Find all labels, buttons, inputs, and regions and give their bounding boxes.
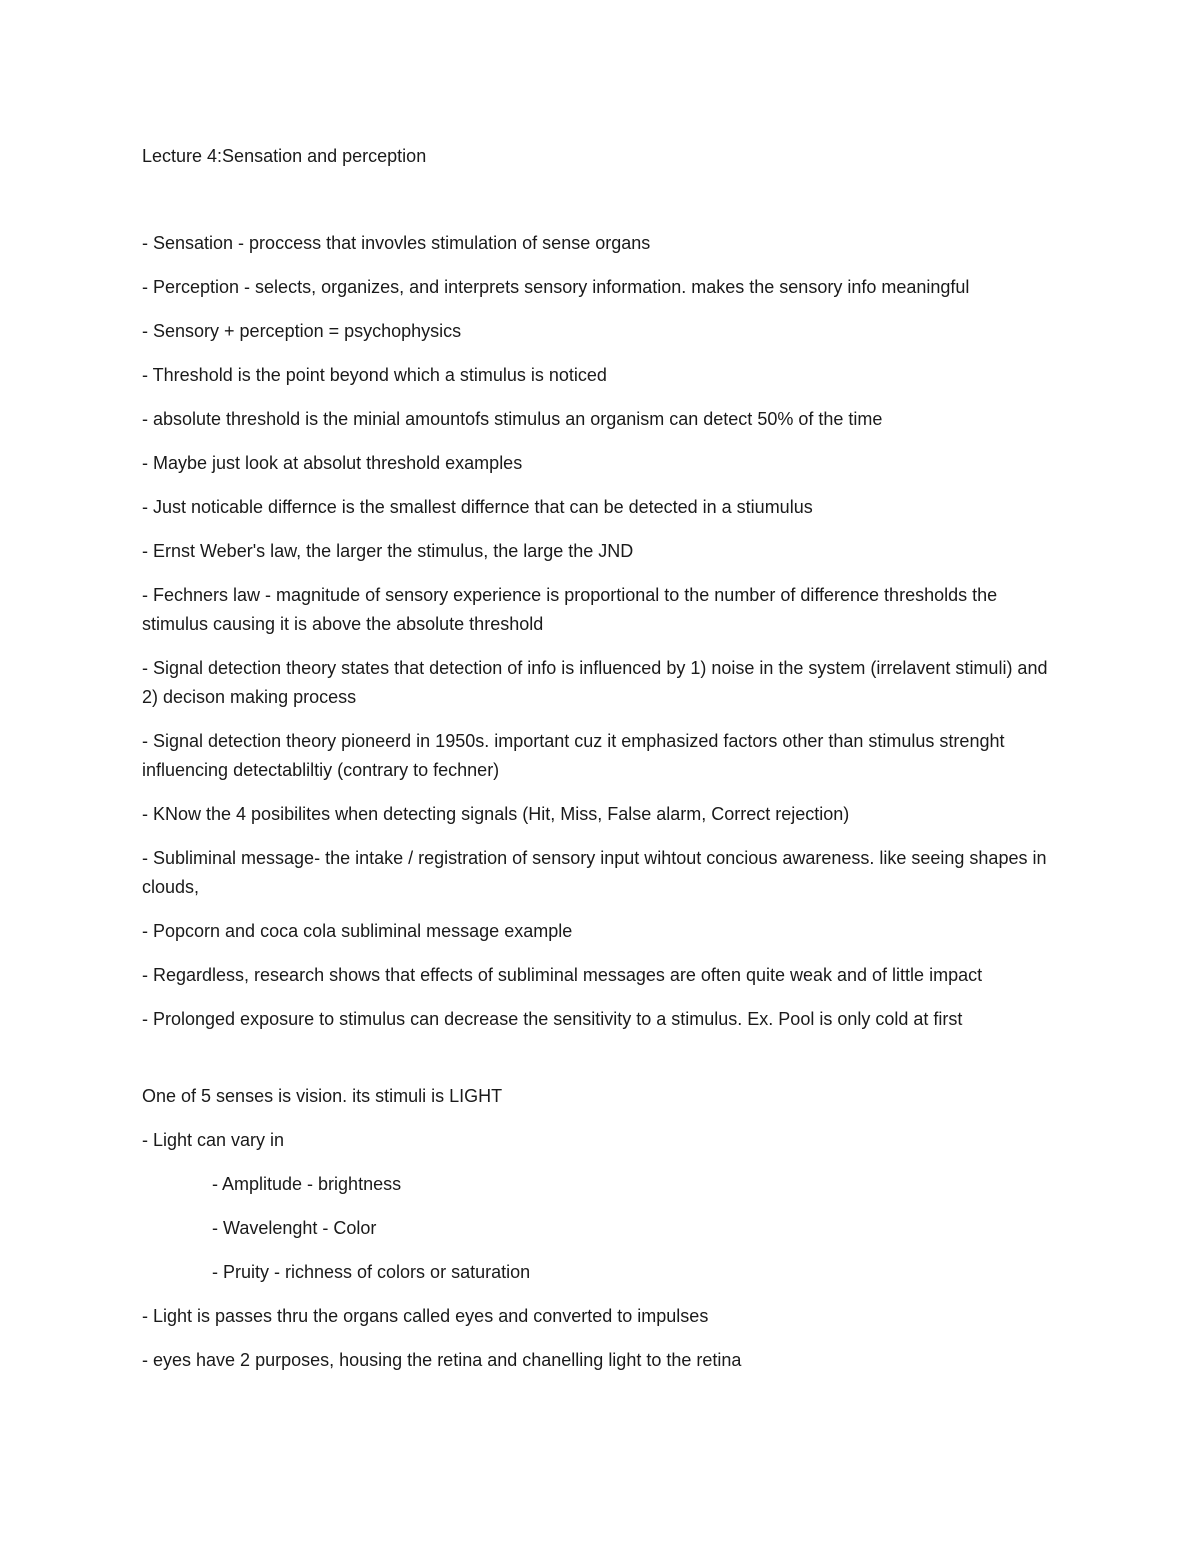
list-item: - absolute threshold is the minial amountofs stimulus an organism can detect 50% of the time (142, 409, 883, 429)
list-item: - Signal detection theory states that detection of info is influenced by 1) noise in the system (irrelavent stimuli) and 2) decison making process (142, 658, 1048, 707)
document-title: Lecture 4:Sensation and perception (142, 146, 427, 166)
list-item: - Ernst Weber's law, the larger the stimulus, the large the JND (142, 541, 634, 561)
section-heading: One of 5 senses is vision. its stimuli is LIGHT (142, 1086, 503, 1106)
list-item: - Perception - selects, organizes, and interprets sensory information. makes the sensory info meaningful (142, 277, 970, 297)
list-item: - Sensation - proccess that invovles stimulation of sense organs (142, 233, 651, 253)
list-item: - Fechners law - magnitude of sensory experience is proportional to the number of difference thresholds the stimulus causing it is above the absolute threshold (142, 585, 998, 634)
sub-list-item: - Pruity - richness of colors or saturation (212, 1262, 531, 1282)
list-item: - eyes have 2 purposes, housing the retina and chanelling light to the retina (142, 1350, 742, 1370)
sub-list-item: - Wavelenght - Color (212, 1218, 377, 1238)
list-item: - Light is passes thru the organs called eyes and converted to impulses (142, 1306, 709, 1326)
list-item: - Sensory + perception = psychophysics (142, 321, 462, 341)
document-body (142, 142, 1062, 1390)
list-item: - Maybe just look at absolut threshold examples (142, 453, 523, 473)
list-item: - Prolonged exposure to stimulus can decrease the sensitivity to a stimulus. Ex. Pool is only cold at first (142, 1009, 963, 1029)
list-item: - Just noticable differnce is the smallest differnce that can be detected in a stiumulus (142, 497, 813, 517)
list-item: - Threshold is the point beyond which a stimulus is noticed (142, 365, 607, 385)
list-item: - Popcorn and coca cola subliminal message example (142, 921, 573, 941)
list-item: - Subliminal message- the intake / registration of sensory input wihtout concious awareness. like seeing shapes in clouds, (142, 848, 1047, 897)
sub-list-item: - Amplitude - brightness (212, 1174, 402, 1194)
list-item: - Light can vary in (142, 1130, 285, 1150)
list-item: - KNow the 4 posibilites when detecting signals (Hit, Miss, False alarm, Correct rejection) (142, 804, 850, 824)
list-item: - Regardless, research shows that effects of subliminal messages are often quite weak and of little impact (142, 965, 983, 985)
list-item: - Signal detection theory pioneerd in 1950s. important cuz it emphasized factors other than stimulus strenght influencing detectabliltiy (contrary to fechner) (142, 731, 1005, 780)
